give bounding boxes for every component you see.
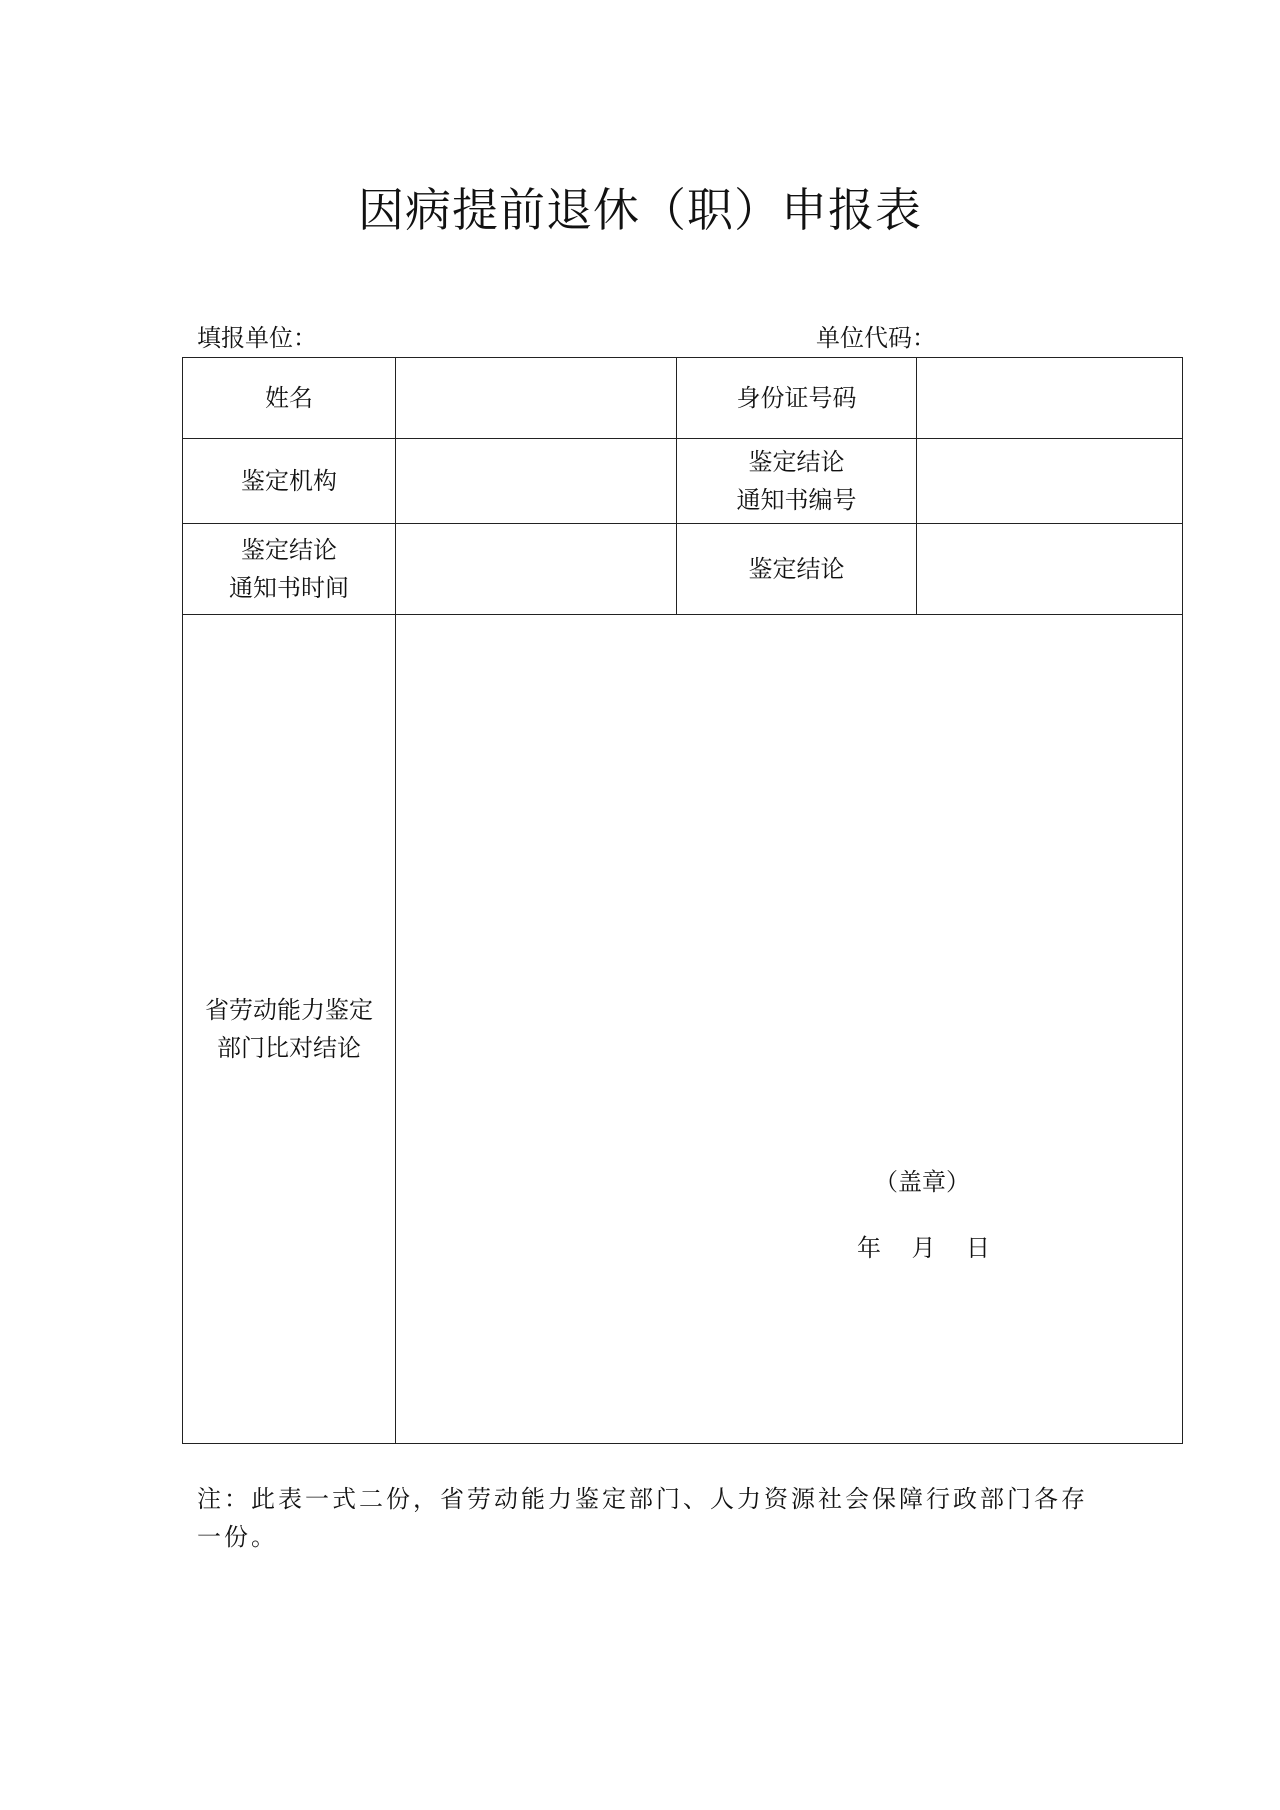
comparison-label-line1: 省劳动能力鉴定 [205,996,373,1024]
date-label: 年 月 日 [857,1234,991,1262]
institution-field[interactable] [396,439,677,524]
table-row [183,439,1183,524]
name-label: 姓名 [183,358,396,439]
id-number-field[interactable] [917,358,1183,439]
name-field[interactable] [396,358,677,439]
unit-code-label: 单位代码： [816,324,936,352]
table-row [183,524,1183,615]
comparison-label [183,615,396,1444]
conclusion-field[interactable] [917,524,1183,615]
notice-number-label-line1: 鉴定结论 [748,448,845,476]
footnote: 注：此表一式二份，省劳动能力鉴定部门、人力资源社会保障行政部门各存一份。 [197,1485,1088,1551]
conclusion-label: 鉴定结论 [677,524,917,615]
seal-label: （盖章） [874,1168,970,1196]
table-row [183,615,1183,1444]
notice-time-label-line1: 鉴定结论 [241,536,337,564]
application-form-table [182,357,1183,1444]
notice-number-field[interactable] [917,439,1183,524]
id-number-label: 身份证号码 [677,358,917,439]
notice-number-label-line2: 通知书编号 [736,486,857,514]
comparison-label-line2: 部门比对结论 [217,1034,361,1062]
table-row [183,358,1183,439]
notice-time-field[interactable] [396,524,677,615]
comparison-field[interactable] [396,615,1183,1444]
notice-time-label-line2: 通知书时间 [229,574,349,602]
notice-time-label [183,524,396,615]
institution-label: 鉴定机构 [183,439,396,524]
filing-unit-label: 填报单位： [197,324,317,352]
notice-number-label [677,439,917,524]
page-title: 因病提前退休（职）申报表 [358,183,922,237]
